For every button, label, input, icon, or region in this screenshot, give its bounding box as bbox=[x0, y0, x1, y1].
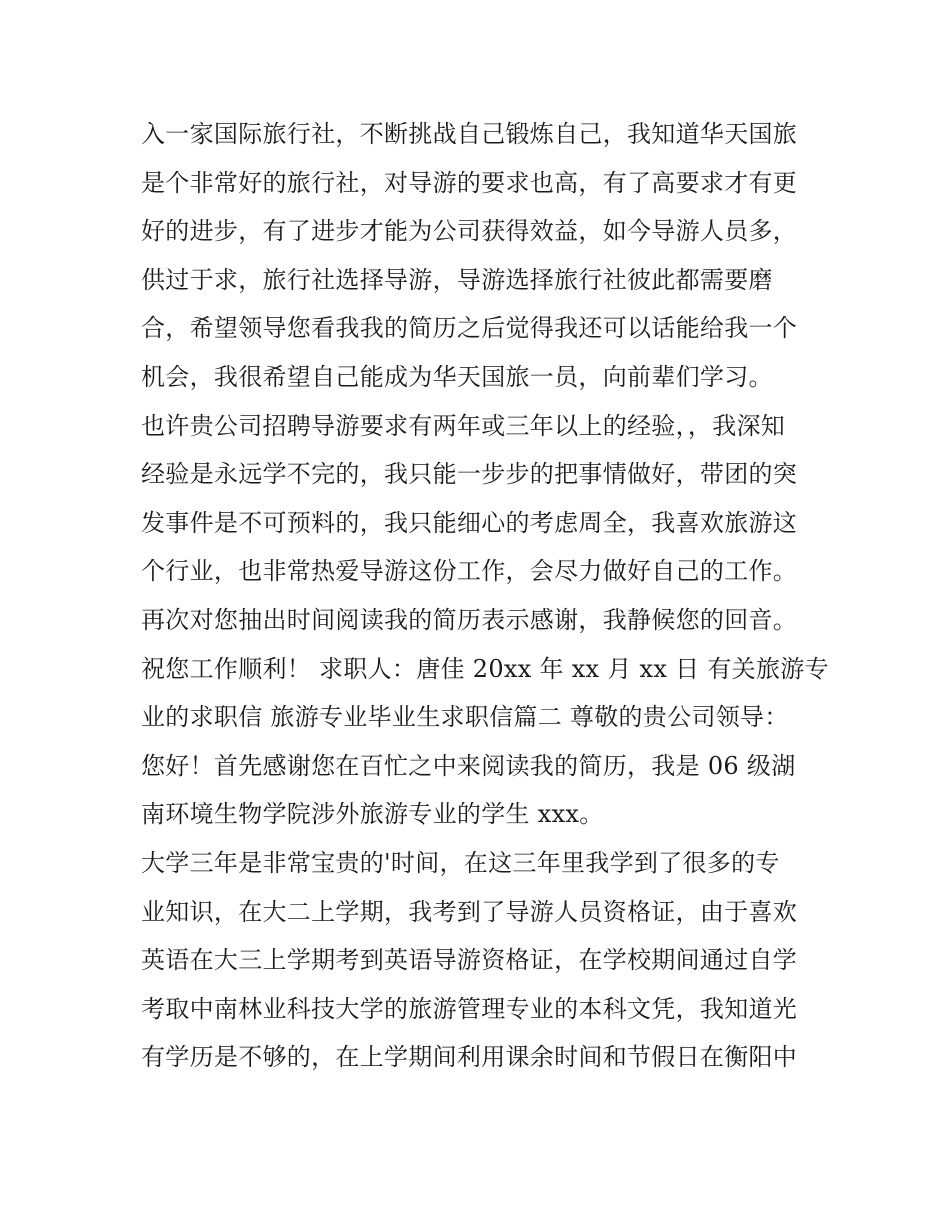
text-line: 机会，我很希望自己能成为华天国旅一员，向前辈们学习。 bbox=[141, 362, 773, 391]
text-line: 再次对您抽出时间阅读我的简历表示感谢，我静候您的回音。 bbox=[141, 605, 798, 634]
text-line: 好的进步，有了进步才能为公司获得效益，如今导游人员多， bbox=[141, 217, 798, 246]
text-line: 也许贵公司招聘导游要求有两年或三年以上的经验，，我深知 bbox=[141, 411, 786, 440]
text-line: 业知识，在大二上学期，我考到了导游人员资格证，由于喜欢 bbox=[141, 897, 798, 926]
document-body bbox=[141, 110, 829, 1082]
text-line: 个行业，也非常热爱导游这份工作，会尽力做好自己的工作。 bbox=[141, 557, 798, 586]
text-line: 业的求职信 旅游专业毕业生求职信篇二 尊敬的贵公司领导： bbox=[141, 703, 789, 732]
text-line: 入一家国际旅行社，不断挑战自己锻炼自己，我知道华天国旅 bbox=[141, 120, 798, 148]
text-line: 有学历是不够的，在上学期间利用课余时间和节假日在衡阳中 bbox=[141, 1043, 798, 1072]
text-line: 发事件是不可预料的，我只能细心的考虑周全，我喜欢旅游这 bbox=[141, 508, 798, 537]
text-line: 合，希望领导您看我我的简历之后觉得我还可以话能给我一个 bbox=[141, 314, 798, 343]
text-line: 祝您工作顺利！ 求职人：唐佳 20xx 年 xx 月 xx 日 有关旅游专 bbox=[141, 654, 829, 683]
text-line: 考取中南林业科技大学的旅游管理专业的本科文凭，我知道光 bbox=[141, 994, 798, 1023]
text-line: 英语在大三上学期考到英语导游资格证，在学校期间通过自学 bbox=[141, 946, 798, 975]
text-line: 经验是永远学不完的，我只能一步步的把事情做好，带团的突 bbox=[141, 460, 798, 489]
text-line: 大学三年是非常宝贵的'时间，在这三年里我学到了很多的专 bbox=[141, 848, 780, 877]
text-line: 您好！首先感谢您在百忙之中来阅读我的简历，我是 06 级湖 bbox=[141, 751, 796, 780]
text-line: 南环境生物学院涉外旅游专业的学生 xxx。 bbox=[141, 800, 604, 829]
text-line: 是个非常好的旅行社，对导游的要求也高，有了高要求才有更 bbox=[141, 168, 798, 197]
text-line: 供过于求，旅行社选择导游，导游选择旅行社彼此都需要磨 bbox=[141, 265, 773, 294]
